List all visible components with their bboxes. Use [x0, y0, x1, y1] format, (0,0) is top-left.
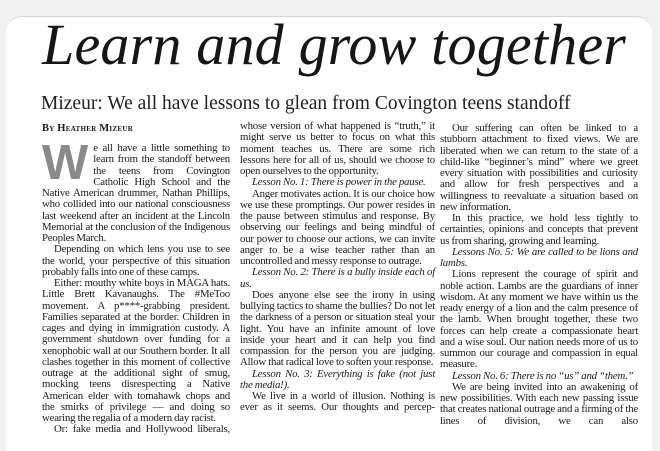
paragraph: We live in a world of illusion. Nothing is ever as it seems. Our thoughts and percep- — [240, 390, 435, 414]
article-column-1 — [42, 123, 230, 436]
paragraph: Anger motivates action. It is our choice how we use these promptings. Our power resides in the pause between stimulus and response. By observing our feelings and being mindful of our power to choose our actions, we can invite anger to be a wise teacher rather than an uncontrolled and messy response to outrage. — [240, 187, 435, 267]
subheadline: Mizeur: We all have lessons to glean from Covington teens standoff — [41, 93, 571, 114]
paragraph: Our suffering can often be linked to a stubborn attachment to fixed views. We are liberated when we can return to the state of a child-like “beginner’s mind” where we greet every situation with possibilities and curiosity and allow for fresh perspectives and a willingness to reevaluate a situation based on new information. — [440, 122, 638, 213]
lesson-heading: Lessons No. 5: We are called to be lions and lambs. — [440, 245, 638, 269]
paragraph-text: e all have a little something to learn from the standoff between the teens from Covington Catholic High School and the Native American drummer, Nathan Phillips, who collided into our national consciousness last weekend after an incident at the Lincoln Memorial at the conclusion of the Indigenous Peoples March. — [42, 142, 230, 244]
paragraph: whose version of what happened is “truth,” it might serve us better to focus on what this moment teaches us. There are some rich lessons here for all of us, should we choose to open ourselves to the opportunity. — [240, 120, 435, 177]
paragraph: We are being invited into an awakening of new possibilities. With each new passing issue that creates national outrage and a firming of the lines of division, we can also — [440, 380, 638, 427]
lesson-heading: Lesson No. 6: There is no “us” and “them.” — [452, 369, 634, 382]
lesson-heading: Lesson No. 3: Everything is fake (not just the media!). — [240, 367, 435, 391]
paragraph: Does anyone else see the irony in using bullying tactics to shame the bullies? Do not let the darkness of a person or situation steal your light. You have an infinite amount of love inside your heart and it can help you find compassion for the person you are judging. Allow that radical love to soften your response. — [240, 288, 435, 369]
byline: By Heather Mizeur — [42, 123, 134, 134]
drop-cap: W — [42, 136, 89, 190]
paragraph — [42, 136, 230, 244]
paragraph: Either: mouthy white boys in MAGA hats. Little Brett Kavanaughs. The #MeToo movement. A p****-grabbing president. Families separated at the border. Children in cages and dying in immigration custody. A government shutdown over funding for a xenophobic wall at our Southern border. It all clashes together in this moment of collective outrage at the additional sight of smug, mocking teens disrespecting a Native American elder with tomahawk chops and the smirks of privilege — and doing so wearing the regalia of a modern day racist. — [42, 277, 230, 424]
lesson-heading: Lesson No. 2: There is a bully inside each of us. — [240, 266, 435, 290]
paragraph: Lions represent the courage of spirit and noble action. Lambs are the guardians of inner wisdom. At any moment we have within us the ready energy of a lion and the calm presence of the lamb. When brought together, these two forces can help create a compassionate heart and a wise soul. Our nation needs more of us to summon our courage and compassion in equal measure. — [440, 268, 638, 371]
headline: Learn and grow together — [42, 12, 627, 77]
newspaper-clipping — [6, 12, 652, 451]
lesson-heading: Lesson No. 1: There is power in the pause. — [252, 176, 426, 189]
article-column-2 — [240, 121, 435, 414]
paragraph: Depending on which lens you use to see the world, your perspective of this situation probably falls into one of these camps. — [42, 243, 230, 278]
paragraph: In this practice, we hold less tightly to certainties, opinions and concepts that prevent us from sharing, growing and learning. — [440, 212, 638, 247]
paragraph: Or: fake media and Hollywood liberals, — [54, 423, 230, 436]
article-column-3 — [440, 123, 638, 427]
